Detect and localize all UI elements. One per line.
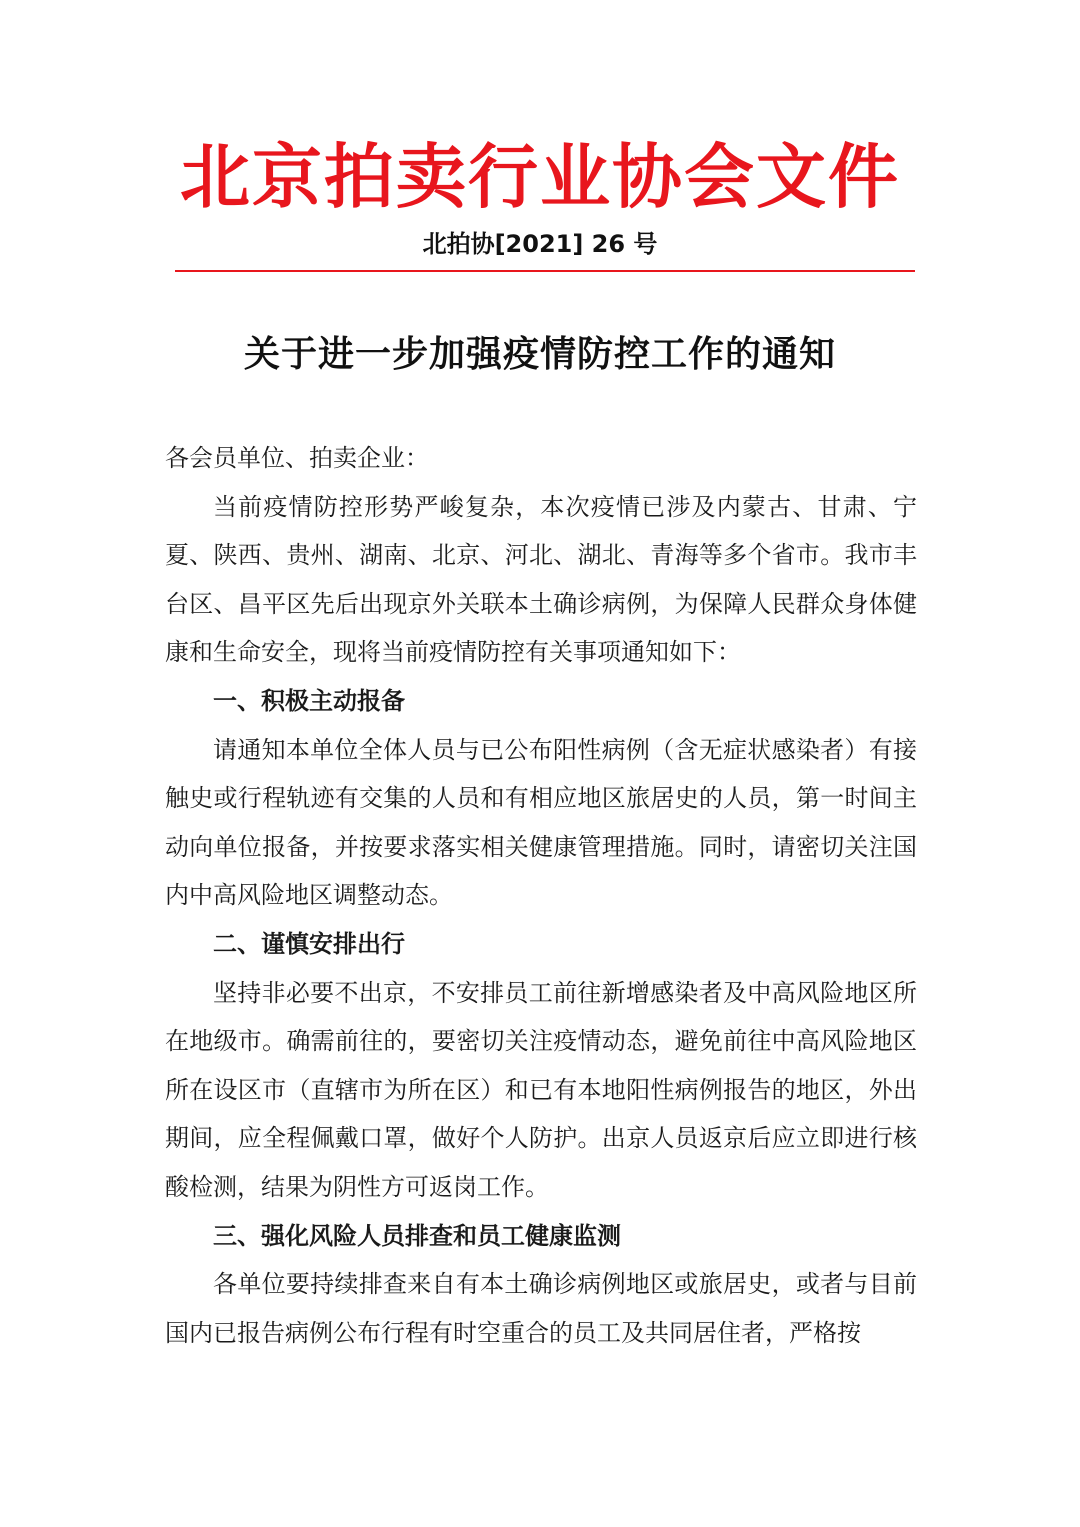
section-paragraph: 坚持非必要不出京，不安排员工前往新增感染者及中高风险地区所在地级市。确需前往的，要密切关注疫情动态，避免前往中高风险地区所在设区市（直辖市为所在区）和已有本地阳性病例报告的地区，外出期间，应全程佩戴口罩，做好个人防护。出京人员返京后应立即进行核酸检测，结果为阴性方可返岗工作。 [165,978,917,1201]
section-heading: 三、强化风险人员排查和员工健康监测 [213,1221,621,1250]
document-title: 关于进一步加强疫情防控工作的通知 [243,333,836,375]
section-paragraph: 请通知本单位全体人员与已公布阳性病例（含无症状感染者）有接触史或行程轨迹有交集的人员和有相应地区旅居史的人员，第一时间主动向单位报备，并按要求落实相关健康管理措施。同时，请密切关注国内中高风险地区调整动态。 [165,735,917,910]
section-heading: 一、积极主动报备 [213,686,405,715]
header-divider [175,270,915,272]
salutation: 各会员单位、拍卖企业： [165,444,429,472]
section-paragraph: 各单位要持续排查来自有本土确诊病例地区或旅居史，或者与目前国内已报告病例公布行程有时空重合的员工及共同居住者，严格按 [165,1270,917,1347]
document-body [165,434,917,1357]
document-number: 北拍协[2021] 26 号 [422,230,658,258]
document-header: 北京拍卖行业协会文件 [180,135,900,218]
section-heading: 二、谨慎安排出行 [213,929,405,958]
intro-paragraph: 当前疫情防控形势严峻复杂，本次疫情已涉及内蒙古、甘肃、宁夏、陕西、贵州、湖南、北京、河北、湖北、青海等多个省市。我市丰台区、昌平区先后出现京外关联本土确诊病例，为保障人民群众身体健康和生命安全，现将当前疫情防控有关事项通知如下： [165,492,917,667]
